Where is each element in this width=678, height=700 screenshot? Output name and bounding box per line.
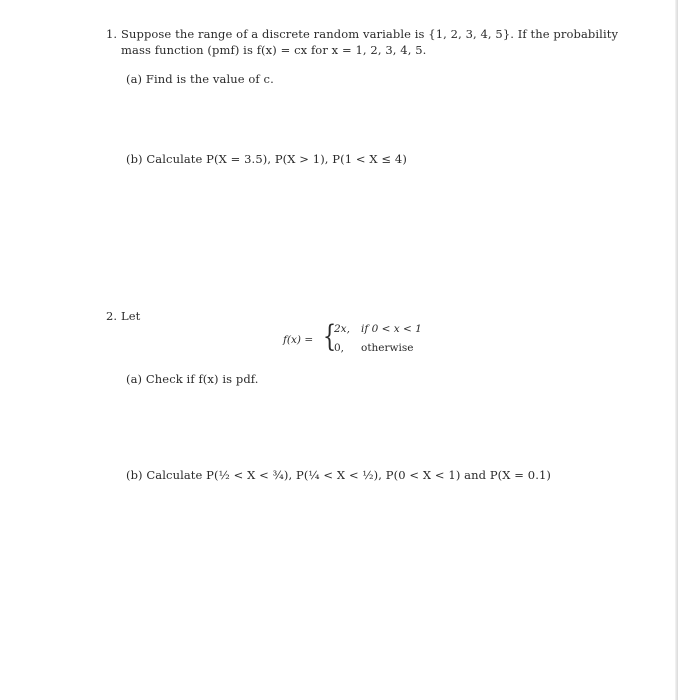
piecewise-brace: { <box>322 319 337 354</box>
pdf-case-1-condition: if 0 < x < 1 <box>361 323 422 335</box>
problem-1-statement-line-1: Suppose the range of a discrete random variable is {1, 2, 3, 4, 5}. If the probability <box>121 27 619 41</box>
problem-2-number: 2. <box>106 309 117 323</box>
pdf-lhs: f(x) = <box>283 334 314 346</box>
problem-2-part-b: (b) Calculate P(½ < X < ¾), P(¼ < X < ½), P(0 < X < 1) and P(X = 0.1) <box>126 468 551 482</box>
problem-1-number: 1. <box>106 27 117 41</box>
pdf-case-1-value: 2x, <box>334 323 350 335</box>
problem-2-part-a: (a) Check if f(x) is pdf. <box>126 372 259 386</box>
problem-1-part-b: (b) Calculate P(X = 3.5), P(X > 1), P(1 < X ≤ 4) <box>126 152 407 166</box>
problem-2-intro: Let <box>121 309 141 323</box>
pdf-case-2-value: 0, <box>334 342 345 354</box>
pdf-case-2-condition: otherwise <box>361 342 414 354</box>
problem-1-statement-line-2: mass function (pmf) is f(x) = cx for x = 1, 2, 3, 4, 5. <box>121 43 427 57</box>
problem-1-part-a: (a) Find is the value of c. <box>126 72 274 86</box>
